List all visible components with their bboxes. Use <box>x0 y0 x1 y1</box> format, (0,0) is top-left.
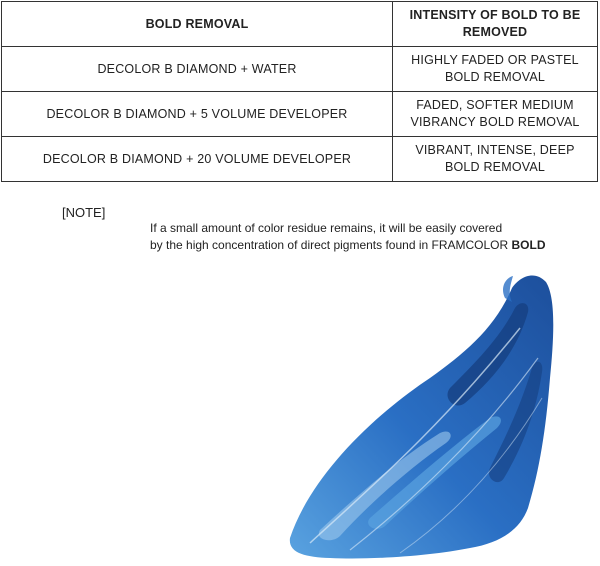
row-2-method: DECOLOR B DIAMOND + 5 VOLUME DEVELOPER <box>2 92 393 137</box>
note-label: [NOTE] <box>62 205 106 220</box>
header-bold-removal: BOLD REMOVAL <box>2 2 393 47</box>
blue-brush-stroke-image <box>250 268 600 566</box>
bold-removal-table <box>1 1 598 182</box>
header-intensity: INTENSITY OF BOLD TO BE REMOVED <box>393 2 598 47</box>
table-header-row <box>2 2 598 47</box>
row-2-intensity: FADED, SOFTER MEDIUM VIBRANCY BOLD REMOVAL <box>393 92 598 137</box>
note-line-2-text: by the high concentration of direct pigments found in FRAMCOLOR <box>150 238 512 252</box>
note-line-1: If a small amount of color residue remains, it will be easily covered <box>150 221 503 235</box>
row-1-method: DECOLOR B DIAMOND + WATER <box>2 47 393 92</box>
note-text <box>150 220 595 254</box>
row-3-method: DECOLOR B DIAMOND + 20 VOLUME DEVELOPER <box>2 137 393 182</box>
note-line-2-bold: BOLD <box>511 238 546 252</box>
row-1-intensity: HIGHLY FADED OR PASTEL BOLD REMOVAL <box>393 47 598 92</box>
table-row <box>2 47 598 92</box>
table-row <box>2 137 598 182</box>
note-line-2 <box>150 237 595 254</box>
row-3-intensity: VIBRANT, INTENSE, DEEP BOLD REMOVAL <box>393 137 598 182</box>
table-row <box>2 92 598 137</box>
